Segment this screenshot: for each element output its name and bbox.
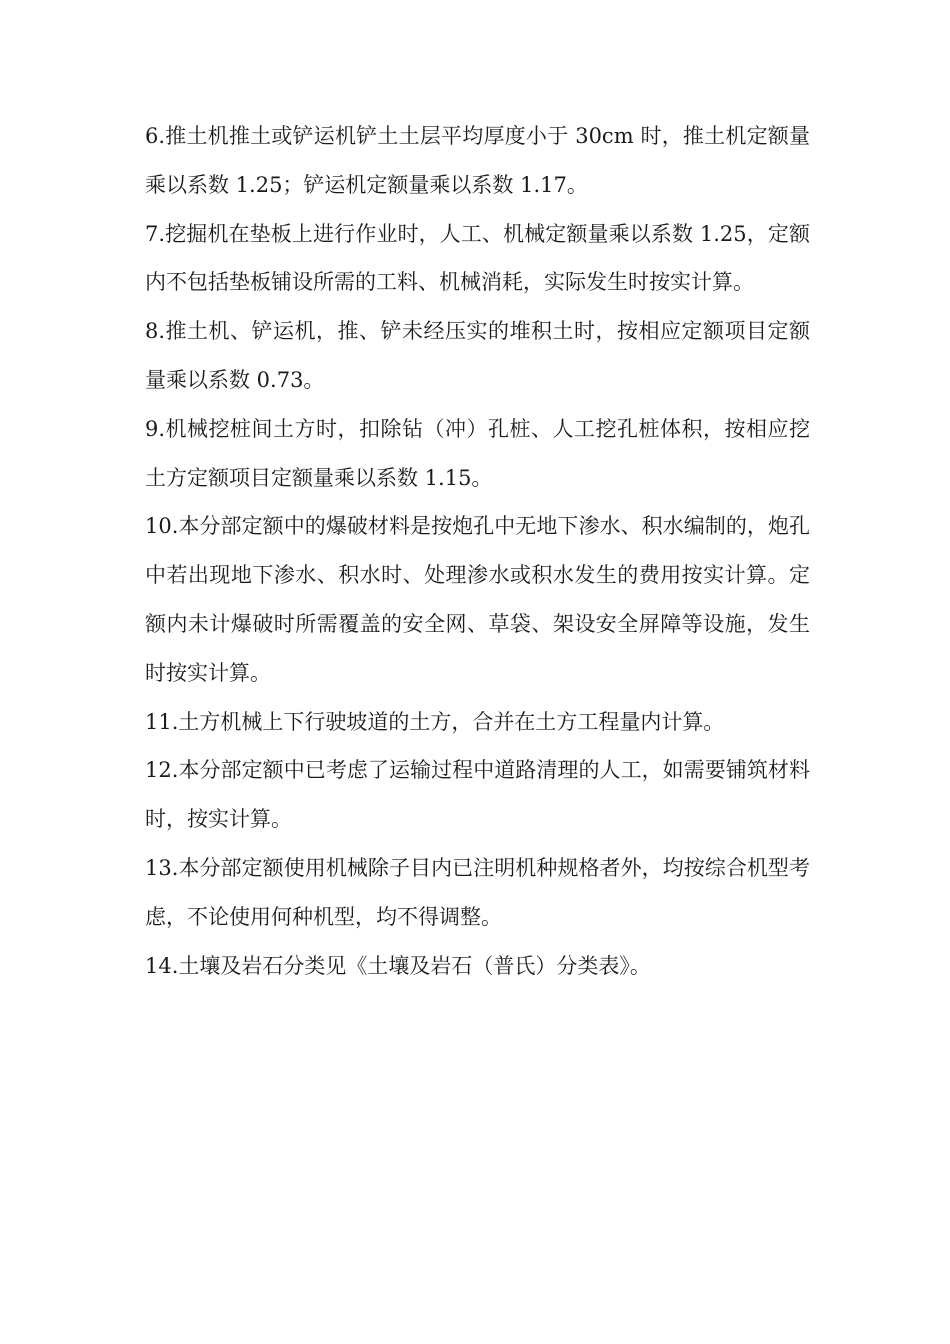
paragraph-14: 14.土壤及岩石分类见《土壤及岩石（普氏）分类表》。	[145, 953, 651, 978]
paragraph-13: 13.本分部定额使用机械除子目内已注明机种规格者外，均按综合机型考虑，不论使用何种机型，均不得调整。	[145, 855, 810, 929]
paragraph-11: 11.土方机械上下行驶坡道的土方，合并在土方工程量内计算。	[145, 709, 725, 734]
paragraph-10: 10.本分部定额中的爆破材料是按炮孔中无地下渗水、积水编制的，炮孔中若出现地下渗水、积水时、处理渗水或积水发生的费用按实计算。定额内未计爆破时所需覆盖的安全网、草袋、架设安全屏障等设施，发生时按实计算。	[145, 514, 810, 685]
paragraph-7: 7.挖掘机在垫板上进行作业时，人工、机械定额量乘以系数 1.25，定额内不包括垫板铺设所需的工料、机械消耗，实际发生时按实计算。	[145, 221, 810, 295]
document-body	[145, 112, 810, 990]
paragraph-9: 9.机械挖桩间土方时，扣除钻（冲）孔桩、人工挖孔桩体积，按相应挖土方定额项目定额量乘以系数 1.15。	[145, 416, 810, 490]
paragraph-8: 8.推土机、铲运机，推、铲未经压实的堆积土时，按相应定额项目定额量乘以系数 0.73。	[145, 319, 810, 392]
paragraph-6: 6.推土机推土或铲运机铲土土层平均厚度小于 30cm 时，推土机定额量乘以系数 1.25；铲运机定额量乘以系数 1.17。	[145, 124, 810, 197]
paragraph-12: 12.本分部定额中已考虑了运输过程中道路清理的人工，如需要铺筑材料时，按实计算。	[145, 758, 810, 832]
